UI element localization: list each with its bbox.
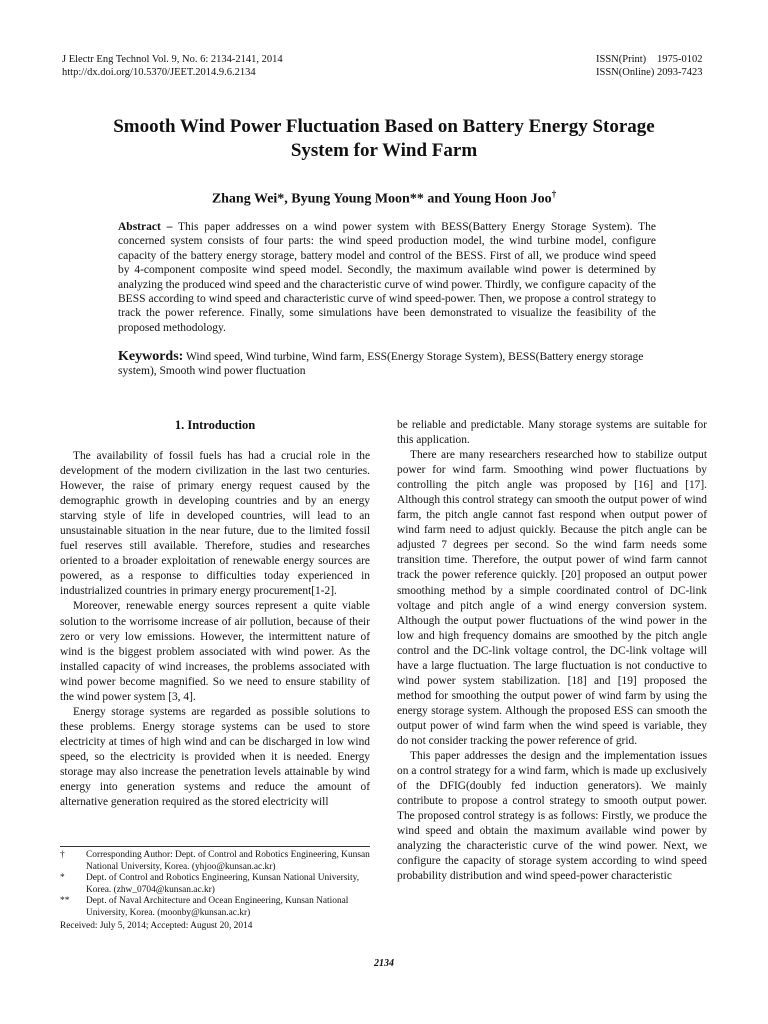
issn-block (596, 53, 703, 79)
footnotes (60, 850, 370, 932)
keywords-text: Wind speed, Wind turbine, Wind farm, ESS(Energy Storage System), BESS(Battery energy storage system), Smooth wind power fluctuation (118, 351, 644, 378)
abstract-label: Abstract – (118, 221, 173, 233)
footnote-divider (60, 846, 370, 847)
keywords-label: Keywords: (118, 349, 184, 364)
right-column (397, 418, 707, 884)
abstract-text: This paper addresses on a wind power system with BESS(Battery Energy Storage System). The concerned system consists of four parts: the wind speed production model, the wind turbine model, configure capacity of the battery energy storage, battery model and control of the BESS. First of all, we produce wind speed by 4-component composite wind speed model. Secondly, the maximum available wind power is determined by analyzing the produced wind speed and the characteristic curve of wind power. Thirdly, we configure capacity of the BESS according to wind speed and characteristic curve of wind speed-power. Then, we propose a control strategy to track the power reference. Finally, some simulations have been demonstrated to visualize the feasibility of the proposed methodology. (118, 221, 657, 334)
title-line-1: Smooth Wind Power Fluctuation Based on Battery Energy Storage (113, 116, 655, 137)
authors (60, 189, 708, 208)
paragraph-continuation: be reliable and predictable. Many storage systems are suitable for this application. (397, 419, 707, 447)
title-line-2: System for Wind Farm (290, 140, 478, 161)
paragraph: There are many researchers researched how to stabilize output power for wind farm. Smoothing wind power fluctuations by controlling the pitch angle was proposed by [16] and [17]. Although this control strategy can smooth the output power of wind farm, the pitch angle cannot fast respond when output power of wind farm need to adjust quickly. Because the pitch angle can be adjusted 7 degrees per second. So the wind farm needs some transition time. Therefore, the output power of wind farm cannot track the power reference quickly. [20] proposed an output power smoothing method by a simple coordinated control of DC-link voltage and pitch angle of a wind energy conversion system. Although the output power fluctuations of the wind power in the low and high frequency domains are smoothed by the pitch angle control and the DC-link voltage control, the DC-link voltage will have a large fluctuation. The large fluctuation is not conductive to wind power system stabilization. [18] and [19] proposed the method for smoothing the output power of wind farm by using the energy storage system. Although the proposed ESS can smooth the output power of wind farm when the wind speed is variable, they do not consider tracking the power reference of grid. (397, 449, 707, 747)
footnote (60, 896, 370, 919)
abstract (118, 220, 656, 335)
paragraph: The availability of fossil fuels has had a crucial role in the development of the modern civilization in the last two centuries. However, the raise of primary energy request caused by the demographic growth in developing countries and by an energy starving style of life in developed countries, will lead to an unsustainable situation in the near future, due to the limited fossil fuel reserves still available. Therefore, studies and researches oriented to a broader exploitation of renewable energy sources are powered, as a response to difficulties today experienced in industrialized countries in primary energy procurement[1-2]. (60, 450, 370, 598)
issn-online-value: 2093-7423 (657, 67, 703, 78)
footnote-text: Dept. of Control and Robotics Engineering, Kunsan National University, Korea. (zhw_0704@kunsan.ac.kr) (86, 873, 360, 895)
author-names: Zhang Wei*, Byung Young Moon** and Young Hoon Joo (211, 191, 552, 207)
footnote-mark: † (60, 850, 65, 860)
paragraph: Energy storage systems are regarded as possible solutions to these problems. Energy storage systems can be used to store electricity at times of high wind and can be discharged in low wind speed, so the electricity is provided when it is needed. Energy storage may also increase the penetration levels attainable by wind energy into generation systems and reduce the amount of alternative generation required as the stored electricity will (60, 705, 370, 809)
footnote-mark: * (60, 873, 65, 884)
paper-title (60, 115, 708, 163)
footnote (60, 850, 370, 873)
issn-print-value: 1975-0102 (657, 54, 703, 65)
footnote-text: Dept. of Naval Architecture and Ocean Engineering, Kunsan National University, Korea. (moonby@kunsan.ac.kr) (86, 896, 349, 918)
footnote (60, 873, 370, 896)
footnote-text: Corresponding Author: Dept. of Control and Robotics Engineering, Kunsan National University, Korea. (yhjoo@kunsan.ac.kr) (86, 850, 370, 872)
section-heading: 1. Introduction (174, 418, 256, 432)
issn-online-label: ISSN(Online) (596, 67, 655, 78)
dagger-mark: † (551, 189, 557, 199)
left-column (60, 449, 370, 810)
journal-citation: J Electr Eng Technol Vol. 9, No. 6: 2134-2141, 2014 (62, 54, 283, 65)
footnote-mark: ** (60, 896, 70, 907)
issn-print-label: ISSN(Print) (596, 54, 647, 65)
keywords (118, 350, 656, 379)
journal-header (62, 53, 283, 79)
received-date: Received: July 5, 2014; Accepted: August 20, 2014 (60, 920, 253, 931)
paragraph: Moreover, renewable energy sources represent a quite viable solution to the worrisome increase of air pollution, because of their zero or very low emissions. However, the intermittent nature of wind is the biggest problem associated with wind power. As the installed capacity of wind increases, the problems associated with wind power become magnified. So we need to ensure stability of the wind power system [3, 4]. (60, 600, 370, 703)
paragraph: This paper addresses the design and the implementation issues on a control strategy for a wind farm, which is made up exclusively of the DFIG(doubly fed induction generators). We mainly contribute to propose a control strategy to smooth output power. The proposed control strategy is as follows: Firstly, we produce the wind speed and obtain the maximum available wind power by analyzing the characteristic curve of the wind power. Next, we configure the capacity of storage system according to wind speed probability distribution and wind speed-power characteristic (397, 750, 707, 883)
page-number: 2134 (374, 958, 394, 969)
doi-link[interactable]: http://dx.doi.org/10.5370/JEET.2014.9.6.2134 (62, 67, 256, 78)
